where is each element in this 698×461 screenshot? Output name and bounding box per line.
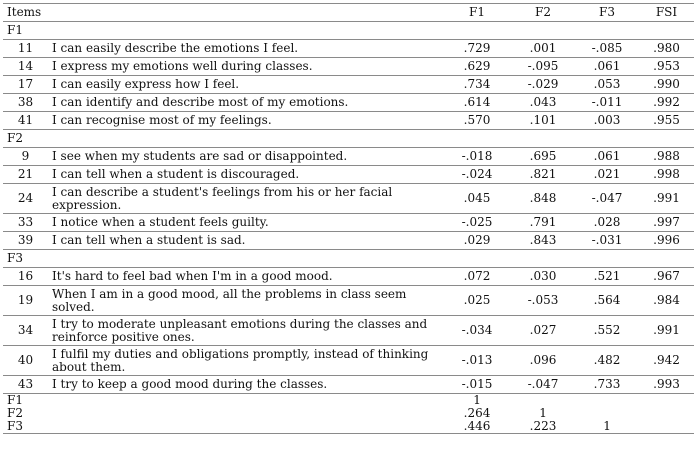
item-text: I express my emotions well during classes. [48, 58, 443, 76]
item-fsi-value: .996 [639, 232, 694, 250]
correlation-label: F2 [7, 407, 23, 420]
item-f2-value: -.095 [511, 58, 575, 76]
item-fsi-value: .953 [639, 58, 694, 76]
item-f2-value: .843 [511, 232, 575, 250]
item-row [3, 316, 694, 346]
group-label: F1 [3, 22, 694, 40]
item-f1-value: -.024 [443, 166, 511, 184]
group-label: F2 [3, 130, 694, 148]
item-text: I can easily express how I feel. [48, 76, 443, 94]
item-f3-value: .552 [575, 316, 639, 346]
item-f2-value: .030 [511, 268, 575, 286]
item-f3-value: .003 [575, 112, 639, 130]
group-row [3, 22, 694, 40]
item-text: I can describe a student's feelings from his or her facial expression. [48, 184, 443, 214]
item-f2-value: .821 [511, 166, 575, 184]
item-fsi-value: .942 [639, 346, 694, 376]
item-f3-value: -.011 [575, 94, 639, 112]
item-fsi-value: .993 [639, 376, 694, 394]
item-f1-value: -.018 [443, 148, 511, 166]
item-row [3, 268, 694, 286]
item-f3-value: .061 [575, 58, 639, 76]
group-label: F3 [3, 250, 694, 268]
item-text: I can tell when a student is discouraged. [48, 166, 443, 184]
item-text: I can easily describe the emotions I feel. [48, 40, 443, 58]
item-f3-value: -.047 [575, 184, 639, 214]
item-f1-value: -.025 [443, 214, 511, 232]
item-fsi-value: .990 [639, 76, 694, 94]
item-id: 14 [3, 58, 48, 76]
item-f1-value: .629 [443, 58, 511, 76]
item-f3-value: .521 [575, 268, 639, 286]
header-fsi: FSI [639, 4, 694, 22]
item-f2-value: .043 [511, 94, 575, 112]
item-fsi-value: .984 [639, 286, 694, 316]
item-text: I try to moderate unpleasant emotions during the classes and reinforce positive ones. [48, 316, 443, 346]
item-id: 21 [3, 166, 48, 184]
header-f3: F3 [575, 4, 639, 22]
item-row [3, 76, 694, 94]
item-row [3, 346, 694, 376]
item-id: 40 [3, 346, 48, 376]
item-id: 34 [3, 316, 48, 346]
item-id: 24 [3, 184, 48, 214]
item-fsi-value: .992 [639, 94, 694, 112]
item-row [3, 148, 694, 166]
header-f2: F2 [511, 4, 575, 22]
correlation-f3-value: 1 [575, 420, 639, 434]
item-text: I can identify and describe most of my emotions. [48, 94, 443, 112]
item-f1-value: .045 [443, 184, 511, 214]
item-f2-value: .101 [511, 112, 575, 130]
item-id: 16 [3, 268, 48, 286]
item-fsi-value: .967 [639, 268, 694, 286]
item-f1-value: .072 [443, 268, 511, 286]
correlation-empty-cell [639, 394, 694, 408]
item-f3-value: .021 [575, 166, 639, 184]
item-f2-value: -.053 [511, 286, 575, 316]
correlation-row [3, 407, 694, 420]
item-f3-value: .564 [575, 286, 639, 316]
item-row [3, 232, 694, 250]
item-text: I fulfil my duties and obligations promptly, instead of thinking about them. [48, 346, 443, 376]
item-f2-value: .848 [511, 184, 575, 214]
item-f1-value: -.013 [443, 346, 511, 376]
item-row [3, 58, 694, 76]
item-text: I can recognise most of my feelings. [48, 112, 443, 130]
correlation-row [3, 420, 694, 434]
item-fsi-value: .998 [639, 166, 694, 184]
item-row [3, 286, 694, 316]
item-row [3, 214, 694, 232]
correlation-label: F3 [3, 420, 443, 434]
correlation-empty-cell [639, 407, 694, 420]
item-id: 38 [3, 94, 48, 112]
correlation-f3-value [575, 394, 639, 408]
item-id: 9 [3, 148, 48, 166]
item-text: It's hard to feel bad when I'm in a good mood. [48, 268, 443, 286]
item-id: 39 [3, 232, 48, 250]
item-fsi-value: .991 [639, 316, 694, 346]
correlation-f1-value: .264 [463, 407, 491, 420]
item-fsi-value: .988 [639, 148, 694, 166]
item-row [3, 112, 694, 130]
item-f3-value: .733 [575, 376, 639, 394]
item-row [3, 376, 694, 394]
item-f3-value: -.085 [575, 40, 639, 58]
item-f2-value: .695 [511, 148, 575, 166]
item-id: 17 [3, 76, 48, 94]
correlation-f3-value [575, 407, 639, 420]
group-row [3, 250, 694, 268]
item-f2-value: -.029 [511, 76, 575, 94]
item-f2-value: .791 [511, 214, 575, 232]
item-row [3, 184, 694, 214]
item-f2-value: .001 [511, 40, 575, 58]
item-f1-value: .570 [443, 112, 511, 130]
item-f2-value: .027 [511, 316, 575, 346]
item-f3-value: .061 [575, 148, 639, 166]
header-items: Items [3, 4, 443, 22]
item-f1-value: .025 [443, 286, 511, 316]
item-f2-value: -.047 [511, 376, 575, 394]
correlation-row [3, 394, 694, 408]
item-text: I see when my students are sad or disappointed. [48, 148, 443, 166]
correlation-f2-value: 1 [539, 407, 547, 420]
item-fsi-value: .991 [639, 184, 694, 214]
item-id: 43 [3, 376, 48, 394]
item-f3-value: .482 [575, 346, 639, 376]
item-text: I try to keep a good mood during the classes. [48, 376, 443, 394]
item-text: I notice when a student feels guilty. [48, 214, 443, 232]
item-f3-value: .028 [575, 214, 639, 232]
correlation-empty-cell [639, 420, 694, 434]
item-id: 41 [3, 112, 48, 130]
item-f1-value: .729 [443, 40, 511, 58]
item-fsi-value: .980 [639, 40, 694, 58]
item-id: 19 [3, 286, 48, 316]
item-id: 33 [3, 214, 48, 232]
item-fsi-value: .955 [639, 112, 694, 130]
item-row [3, 40, 694, 58]
item-text: When I am in a good mood, all the problems in class seem solved. [48, 286, 443, 316]
header-row [3, 4, 694, 22]
correlation-f2-value [511, 394, 575, 408]
correlation-f2-value: .223 [511, 420, 575, 434]
item-fsi-value: .997 [639, 214, 694, 232]
item-row [3, 166, 694, 184]
header-f1: F1 [443, 4, 511, 22]
item-f3-value: -.031 [575, 232, 639, 250]
item-f1-value: -.034 [443, 316, 511, 346]
item-id: 11 [3, 40, 48, 58]
item-text: I can tell when a student is sad. [48, 232, 443, 250]
item-row [3, 94, 694, 112]
factor-loadings-table [3, 3, 694, 434]
item-f2-value: .096 [511, 346, 575, 376]
item-f1-value: -.015 [443, 376, 511, 394]
item-f1-value: .734 [443, 76, 511, 94]
group-row [3, 130, 694, 148]
item-f3-value: .053 [575, 76, 639, 94]
correlation-label: F1 [3, 394, 443, 408]
correlation-f1-value: 1 [443, 394, 511, 408]
correlation-f1-value: .446 [443, 420, 511, 434]
item-f1-value: .614 [443, 94, 511, 112]
item-f1-value: .029 [443, 232, 511, 250]
